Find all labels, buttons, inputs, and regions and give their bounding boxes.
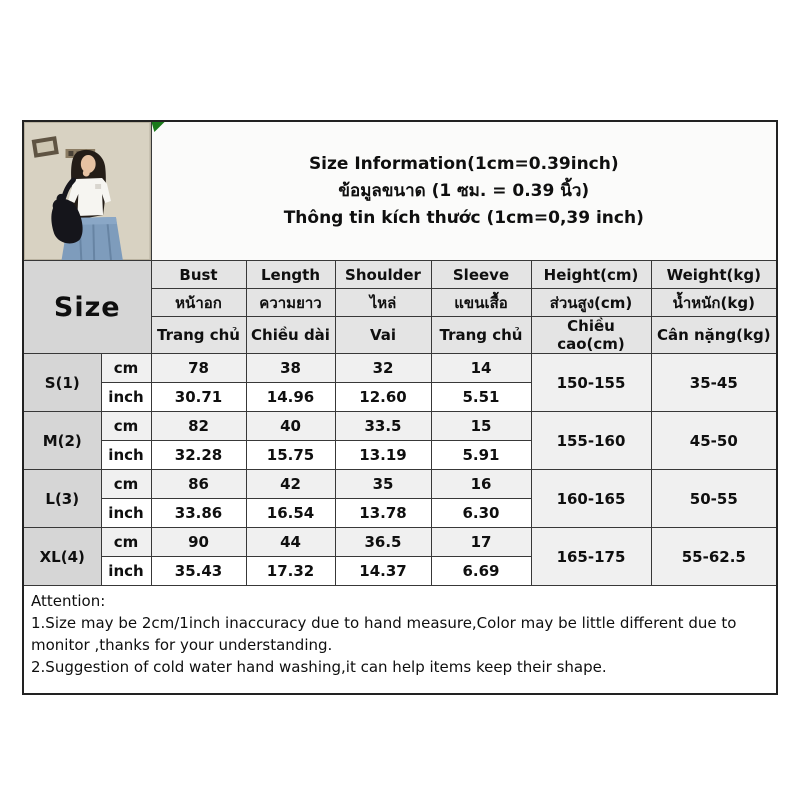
m-bust-cm: 82: [151, 412, 246, 441]
col-sleeve-th: แขนเสื้อ: [431, 289, 531, 317]
l-shoulder-cm: 35: [335, 470, 431, 499]
s-shoulder-inch: 12.60: [335, 383, 431, 412]
table-row: [23, 470, 777, 499]
l-shoulder-inch: 13.78: [335, 499, 431, 528]
size-information-table: [22, 120, 778, 695]
col-height-th: ส่วนสูง(cm): [531, 289, 651, 317]
xl-bust-inch: 35.43: [151, 557, 246, 586]
unit-inch-label: inch: [101, 499, 151, 528]
l-bust-cm: 86: [151, 470, 246, 499]
size-info-title-cell: [151, 121, 777, 261]
table-row: [23, 412, 777, 441]
unit-inch-label: inch: [101, 383, 151, 412]
green-corner-marker-icon: [152, 122, 165, 132]
m-length-cm: 40: [246, 412, 335, 441]
attention-note: [23, 586, 777, 694]
xl-bust-cm: 90: [151, 528, 246, 557]
xl-shoulder-cm: 36.5: [335, 528, 431, 557]
attention-heading: Attention:: [31, 592, 106, 610]
l-sleeve-inch: 6.30: [431, 499, 531, 528]
unit-cm-label: cm: [101, 528, 151, 557]
s-bust-cm: 78: [151, 354, 246, 383]
col-length-en: Length: [246, 261, 335, 289]
attention-line-2: 2.Suggestion of cold water hand washing,it can help items keep their shape.: [31, 658, 607, 676]
size-header: Size: [23, 261, 151, 354]
l-height-range: 160-165: [531, 470, 651, 528]
m-length-inch: 15.75: [246, 441, 335, 470]
col-shoulder-en: Shoulder: [335, 261, 431, 289]
unit-cm-label: cm: [101, 412, 151, 441]
m-sleeve-cm: 15: [431, 412, 531, 441]
size-s-label: S(1): [23, 354, 101, 412]
l-length-cm: 42: [246, 470, 335, 499]
l-bust-inch: 33.86: [151, 499, 246, 528]
col-length-th: ความยาว: [246, 289, 335, 317]
xl-shoulder-inch: 14.37: [335, 557, 431, 586]
xl-length-cm: 44: [246, 528, 335, 557]
model-photo-illustration: [24, 122, 151, 260]
s-weight-range: 35-45: [651, 354, 777, 412]
l-sleeve-cm: 16: [431, 470, 531, 499]
unit-cm-label: cm: [101, 354, 151, 383]
s-bust-inch: 30.71: [151, 383, 246, 412]
size-m-label: M(2): [23, 412, 101, 470]
xl-weight-range: 55-62.5: [651, 528, 777, 586]
s-length-inch: 14.96: [246, 383, 335, 412]
m-weight-range: 45-50: [651, 412, 777, 470]
title-thai: ข้อมูลขนาด (1 ซม. = 0.39 นิ้ว): [338, 180, 590, 201]
title-vietnamese: Thông tin kích thước (1cm=0,39 inch): [283, 207, 644, 228]
xl-length-inch: 17.32: [246, 557, 335, 586]
s-length-cm: 38: [246, 354, 335, 383]
m-shoulder-cm: 33.5: [335, 412, 431, 441]
m-bust-inch: 32.28: [151, 441, 246, 470]
attention-line-1: 1.Size may be 2cm/1inch inaccuracy due to hand measure,Color may be little different due to monitor ,thanks for your understanding.: [31, 614, 737, 654]
col-weight-en: Weight(kg): [651, 261, 777, 289]
col-shoulder-vi: Vai: [335, 317, 431, 354]
col-length-vi: Chiều dài: [246, 317, 335, 354]
size-xl-label: XL(4): [23, 528, 101, 586]
col-bust-en: Bust: [151, 261, 246, 289]
product-photo: [23, 121, 151, 261]
m-shoulder-inch: 13.19: [335, 441, 431, 470]
col-height-en: Height(cm): [531, 261, 651, 289]
table-row: [23, 354, 777, 383]
unit-inch-label: inch: [101, 441, 151, 470]
col-sleeve-en: Sleeve: [431, 261, 531, 289]
s-sleeve-cm: 14: [431, 354, 531, 383]
table-row: [23, 528, 777, 557]
s-height-range: 150-155: [531, 354, 651, 412]
l-length-inch: 16.54: [246, 499, 335, 528]
xl-sleeve-cm: 17: [431, 528, 531, 557]
col-bust-th: หน้าอก: [151, 289, 246, 317]
l-weight-range: 50-55: [651, 470, 777, 528]
xl-height-range: 165-175: [531, 528, 651, 586]
s-shoulder-cm: 32: [335, 354, 431, 383]
m-height-range: 155-160: [531, 412, 651, 470]
unit-cm-label: cm: [101, 470, 151, 499]
col-weight-vi: Cân nặng(kg): [651, 317, 777, 354]
xl-sleeve-inch: 6.69: [431, 557, 531, 586]
unit-inch-label: inch: [101, 557, 151, 586]
m-sleeve-inch: 5.91: [431, 441, 531, 470]
col-bust-vi: Trang chủ: [151, 317, 246, 354]
col-weight-th: น้ำหนัก(kg): [651, 289, 777, 317]
size-l-label: L(3): [23, 470, 101, 528]
title-english: Size Information(1cm=0.39inch): [308, 153, 619, 174]
s-sleeve-inch: 5.51: [431, 383, 531, 412]
col-height-vi: Chiều cao(cm): [531, 317, 651, 354]
col-shoulder-th: ไหล่: [335, 289, 431, 317]
col-sleeve-vi: Trang chủ: [431, 317, 531, 354]
